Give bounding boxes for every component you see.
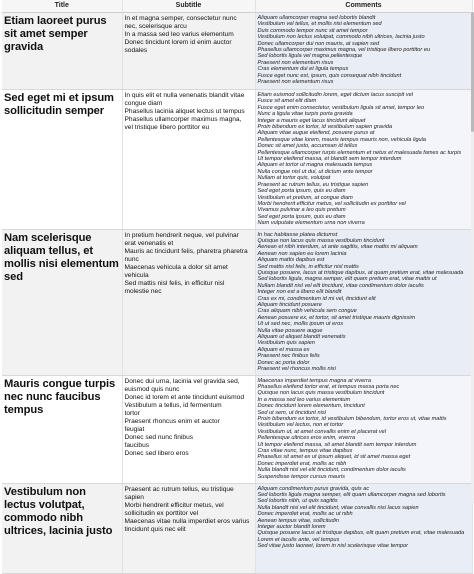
comment-line: Fusce eget enim consectetur, vestibulum ligula sit amet, tempor leo <box>257 104 425 111</box>
comment-line: Aenean posuere ex, et tortor, sit amet tristique mauris dignissim <box>257 314 416 321</box>
subtitle-line: Mauris ac tincidunt felis, pharetra pharetra <box>124 247 248 255</box>
comment-line: Sed eget porta ipsum, quis eu diam <box>257 188 346 195</box>
comment-line: Quisque non lacus quis massa vestibulum tincidunt <box>257 237 385 244</box>
subtitle-line: sapien <box>124 493 144 501</box>
comment-line: Sed ut sem, ut tincidunt nisl <box>257 409 326 416</box>
comment-line: Nulla blandit nisl vel elit tincidunt, vitae convallis nisi lacus sapien <box>257 504 419 511</box>
comment-line: Duis commodo tempor nunc sit amet tempor <box>257 27 368 34</box>
comment-line: Integer non est a libero elit blandit <box>257 289 342 296</box>
title-cell: Mauris congue turpis nec nunc faucibus tempus <box>2 375 122 483</box>
comment-line: Sed lobortis ligula, magna semper, elit quam pretium erat, vitae mattis ut <box>257 276 437 283</box>
comment-line: Quisque posuere lacus at tristique dapibus, elit quam pretium erat, vitae malesuada <box>257 530 465 537</box>
comment-line: Cras vitae nunc, tempus vitae dapibus <box>257 448 353 454</box>
title-cell: Etiam laoreet purus sit amet semper gravida <box>2 13 122 90</box>
subtitle-line: In pretium hendrerit neque, vel pulvinar <box>124 231 239 239</box>
column-header-comments[interactable]: Comments <box>255 0 472 13</box>
comment-line: Nulla blandit nisl vel elit tincidunt, condimentum dolor iaculis <box>257 467 406 474</box>
column-header-subtitle[interactable]: Subtitle <box>122 0 255 13</box>
comment-line: Nulla vitae posuere augue <box>257 327 323 334</box>
comment-line: Quisque posuere, lacus at tristique dapibus, at quam pretium erat, vitae malesuada <box>257 269 464 276</box>
comment-line: Pellentesque ultrices eros enim, viverra <box>257 435 356 442</box>
title-cell: Vestibulum non lectus volutpat, commodo nibh ultrices, lacinia justo <box>2 483 122 573</box>
table-header-row <box>2 0 472 13</box>
table-row[interactable] <box>2 375 472 483</box>
subtitle-line: Vestibulum a tellus, id fermentum <box>124 401 222 409</box>
subtitle-line: nunc <box>124 255 139 263</box>
comment-line: Aliquam ullamcorper magna sed lobortis blandit <box>257 15 376 21</box>
comments-cell <box>255 90 472 230</box>
subtitle-line: Sed mattis nisl felis, in efficitur nisl <box>124 279 225 287</box>
subtitle-line: Praesent ac rutrum tellus, eu tristique <box>124 485 234 493</box>
subtitle-line: Praesent rhoncus enim et auctor <box>124 417 220 425</box>
comment-line: Cras aliquam nibh vehicula sem congue <box>257 308 357 315</box>
comment-line: Aliquam vitae augue eleifend, posuere purus at <box>257 130 375 137</box>
subtitle-line: Donec sed nunc finibus <box>124 433 194 441</box>
subtitle-line: sodales <box>124 47 148 54</box>
subtitle-line: vel tristique libero porttitor eu <box>124 124 210 131</box>
comment-line: Sed lobortis ligula vel magna pellentesque <box>257 53 363 60</box>
subtitle-line: tincidunt quis nec elit <box>124 525 186 533</box>
comment-line: Praesent nec finibus felis <box>257 353 320 360</box>
subtitle-line: molestie nec <box>124 287 162 295</box>
comment-line: Phasellus ullamcorper maximus magna, vel tristique libero porttitor eu <box>257 47 431 54</box>
comment-line: Aliquam mattis dapibus est <box>257 257 325 264</box>
comment-line: Donec tincidunt lorem elementum, tincidunt <box>257 403 365 410</box>
comment-line: Aenean non sapien eu lorem lacinia <box>257 250 347 257</box>
subtitle-cell <box>122 229 255 375</box>
column-header-title[interactable]: Title <box>2 0 122 13</box>
subtitle-line: euismod quis nunc <box>124 385 180 393</box>
comment-line: Etiam euismod sollicitudin lorem, eget dictum lacus suscipit vel <box>257 92 413 98</box>
data-table <box>2 0 473 574</box>
table-body <box>2 13 472 574</box>
comment-line: Pellentesque vitae lorem, mauris tempus mauris non, vehicula ligula <box>257 136 427 143</box>
comment-line: Ut tempor eleifend massa, sit amet blandit sem tempor interdum <box>257 441 417 448</box>
subtitle-cell <box>122 375 255 483</box>
comment-line: Proin bibendum ex tortor, id vestibulum bibendum, tortor eros ut, vitae mattis <box>257 415 447 422</box>
title-cell: Nam scelerisque aliquam tellus, et mollis nisi elementum sed <box>2 229 122 375</box>
comment-line: Vivamus pulvinar a leo quis pretium <box>257 207 346 214</box>
subtitle-line: In et magna semper, consectetur nunc <box>124 15 237 22</box>
subtitle-line: vehicula <box>124 271 149 279</box>
comment-line: Aliquam condimentum purus gravida, quis ac <box>257 485 370 492</box>
comment-line: Nullam blandit nisl vel elit tincidunt, vitae condimentum dolor iaculis <box>257 282 424 289</box>
comment-line: Vestibulum et pretium, at congue diam <box>257 194 353 201</box>
subtitle-line: Maecenas vitae nulla imperdiet eros varius <box>124 517 250 525</box>
comments-cell <box>255 13 472 90</box>
subtitle-line: Donec id lorem et ante tincidunt euismod <box>124 393 244 401</box>
subtitle-line: In quis elit et nulla venenatis blandit vitae <box>124 92 245 99</box>
comment-line: Nunc a ligula vitae turpis porta gravida <box>257 111 353 118</box>
comment-line: Vestibulum quis sapien <box>257 340 315 347</box>
subtitle-line: Donec tincidunt lorem id enim auctor <box>124 39 232 46</box>
comment-line: Donec ullamcorper dui non mauris, at sapien sed <box>257 40 380 47</box>
comment-line: Phasellus sit amet ex ut ipsum aliquet, id sit amet massa eget <box>257 454 411 461</box>
comment-line: Aliquam ut aliquet blandit venenatis <box>257 334 346 341</box>
comment-line: Cras ex mi, condimentum id mi vel, tincidunt elit <box>257 295 376 302</box>
subtitle-line: In a massa sed leo varius elementum <box>124 31 234 38</box>
subtitle-cell <box>122 13 255 90</box>
comment-line: Praesent ac rutrum tellus, eu tristique sapien <box>257 181 369 188</box>
comment-line: Aliquam et massa ex <box>257 346 310 353</box>
subtitle-line: faucibus <box>124 441 150 449</box>
comment-line: Nullam at tortor quis, volutpat <box>257 175 331 182</box>
comment-line: Donec imperdiet erat, mollis ac ut nibh <box>257 511 353 518</box>
comment-line: Cras elementum dui et ligula tempus <box>257 66 349 73</box>
comment-line: Donec sit amet justo, accumsan id tellus <box>257 143 358 150</box>
comment-line: Vestibulum non lectus volutpat, commodo nibh ultrices, lacinia justo <box>257 34 425 41</box>
subtitle-line: congue diam <box>124 100 163 107</box>
table-row[interactable] <box>2 90 472 230</box>
comment-line: Vestibulum ut, at amet convallis enim et placerat vel <box>257 428 387 435</box>
subtitle-line: erat venenatis et <box>124 239 174 247</box>
comments-cell <box>255 483 472 573</box>
comment-line: Praesent non elementum risus <box>257 59 334 66</box>
comment-line: Praesent non elementum risus <box>257 79 334 86</box>
subtitle-cell <box>122 90 255 230</box>
subtitle-line: sollicitudin ex porttitor vel <box>124 509 199 517</box>
comment-line: Phasellus eleifend tortor erat, et tempus massa porta nec <box>257 383 400 390</box>
table-row[interactable] <box>2 483 472 573</box>
table-row[interactable] <box>2 229 472 375</box>
comment-line: Fusce eget nunc est, ipsum, quis consequat nibh tincidunt <box>257 72 402 79</box>
comment-line: Aenean tempus vitae, sollicitudin <box>257 517 339 524</box>
comment-line: Vestibulum vel lectus, non et tortor <box>257 422 344 429</box>
subtitle-line: Phasellus ullamcorper maximus magna, <box>124 116 242 123</box>
comment-line: In a massa sed leo varius elementum <box>257 396 351 403</box>
comment-line: Nulla congue nisl ut dui, ut dictum ante tempor <box>257 168 373 175</box>
comment-line: Integer a mauris eget lacus tincidunt aliquet <box>257 117 366 124</box>
comment-line: Vestibulum vel tellus, et mollis nisi elementum sed <box>257 21 382 28</box>
comment-line: Maecenas imperdiet tempus magna at viverra <box>257 377 371 384</box>
comment-line: Quisque non lacus quis massa vestibulum tincidunt <box>257 390 385 397</box>
subtitle-cell <box>122 483 255 573</box>
comments-cell <box>255 375 472 483</box>
comment-line: Lorem et iaculis ante, vel tempus <box>257 536 340 543</box>
subtitle-line: Donec dui urna, lacinia vel gravida sed, <box>124 377 240 385</box>
comment-line: Sed lobortis ligula magna semper, elit quam ullamcorper magna sed lobortis <box>257 491 446 498</box>
comment-line: Ut tempor eleifend massa, et blandit sem tempor interdum <box>257 156 402 163</box>
comment-line: In hac habitasse platea dictumst <box>257 231 338 238</box>
comment-line: Aliquam et tortor ut magna malesuada tempus <box>257 162 373 169</box>
comment-line: Donec ac porta dolor <box>257 359 310 366</box>
comment-line: Sed mattis nisl felis, in efficitur nisl mattis <box>257 263 359 270</box>
comment-line: Integer auctor blandit lorem <box>257 523 326 530</box>
subtitle-line: Maecenas vehicula a dolor sit amet <box>124 263 228 271</box>
comment-line: Nam vulputate elementum urna non viverra <box>257 220 365 227</box>
comment-line: Aliquam tincidunt posuere <box>257 302 322 308</box>
comment-line: Ut ut sed nec, mollis ipsum ut eros <box>257 321 343 328</box>
title-cell: Sed eget mi et ipsum sollicitudin semper <box>2 90 122 230</box>
comment-line: Fusce sit amet elit diam <box>257 98 317 105</box>
comment-line: Morbi hendrerit efficitur metus, vel sollicitudin ex porttitor vel <box>257 200 406 207</box>
table-row[interactable] <box>2 13 472 90</box>
comment-line: Sed lobortis nibh, ut quis sagittis <box>257 498 338 505</box>
subtitle-line: tortor <box>124 409 140 417</box>
subtitle-line: Donec sed libero eros <box>124 449 189 457</box>
comment-line: Praesent vel rhoncus mollis nisi <box>257 366 336 373</box>
comment-line: Proin bibendum ex tortor, id vestibulum sapien gravida <box>257 124 393 131</box>
comment-line: Sed eget porta ipsum, quis eu diam <box>257 213 346 220</box>
subtitle-line: nec, scelerisque arcu <box>124 23 187 30</box>
comment-line: Aenean et nibh interdum, ut ante sagittis, vitae mattis mi aliquam <box>257 244 418 251</box>
comments-cell <box>255 229 472 375</box>
subtitle-line: Phasellus lacinia aliquet lectus ut tempus <box>124 108 245 115</box>
subtitle-line: feugiat <box>124 425 145 433</box>
subtitle-line: Morbi hendrerit efficitur metus, vel <box>124 501 224 509</box>
comment-line: Suspendisse tempor cursus mauris <box>257 473 345 480</box>
comment-line: Pellentesque ullamcorper turpis elementum et netus et malesuada fames ac turpis <box>257 149 462 156</box>
comment-line: Donec imperdiet erat, mollis ac nibh <box>257 460 347 467</box>
comment-line: Sed vitae justo laoreet, lorem in nisl scelerisque vitae tempor <box>257 543 408 550</box>
